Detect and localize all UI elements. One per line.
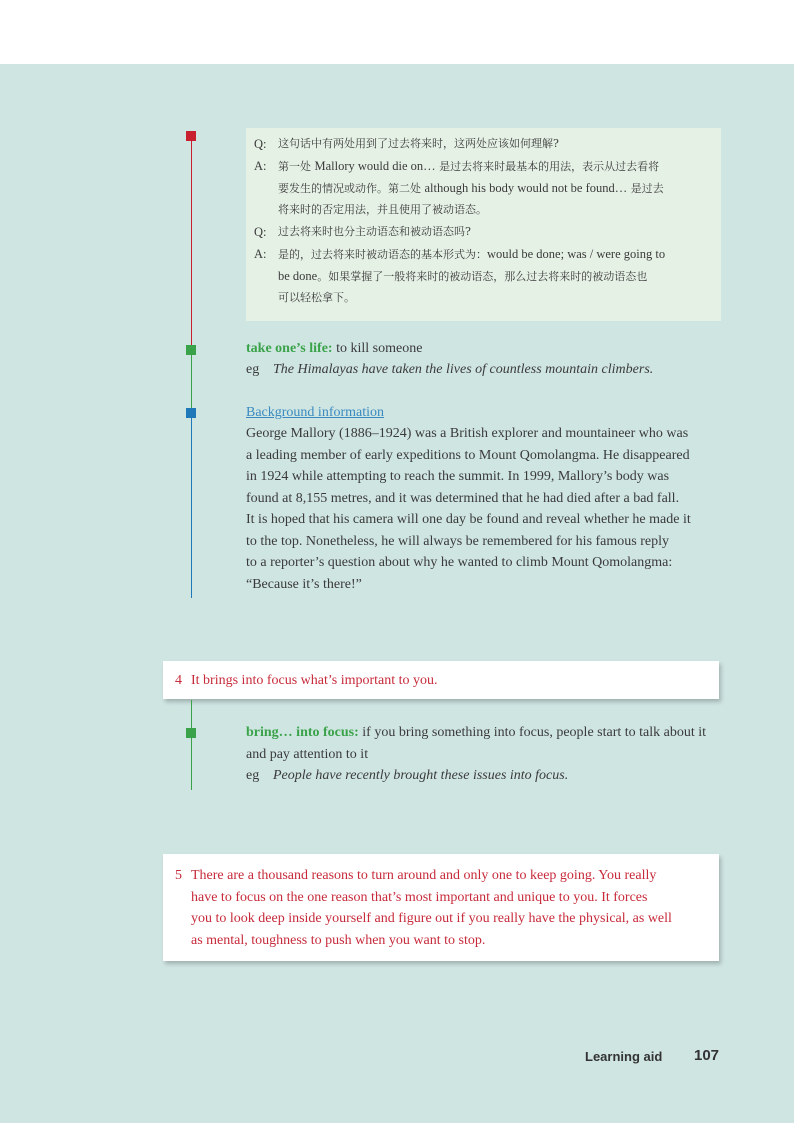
sentence-5-line: you to look deep inside yourself and figure out if you really have the physical, as well: [191, 911, 672, 926]
background-line: It is hoped that his camera will one day be found and reveal whether he made it: [246, 512, 691, 527]
green-square-marker-2: [186, 728, 196, 738]
sentence-4-box: [163, 661, 719, 699]
blue-square-marker: [186, 408, 196, 418]
red-square-marker: [186, 131, 196, 141]
vocab-take-ones-life: take one’s life: to kill someone: [246, 341, 423, 356]
green-square-marker: [186, 345, 196, 355]
footer-section-label: Learning aid: [585, 1049, 663, 1064]
background-line: to a reporter’s question about why he wanted to climb Mount Qomolangma:: [246, 555, 673, 570]
background-line: “Because it’s there!”: [246, 576, 362, 592]
sentence-5-box: [163, 854, 719, 961]
background-line: in 1924 while attempting to reach the summit. In 1999, Mallory’s body was: [246, 469, 670, 484]
page-number: 107: [694, 1047, 720, 1064]
background-info-title: Background information: [246, 405, 385, 420]
background-line: George Mallory (1886–1924) was a British explorer and mountaineer who was: [246, 426, 689, 441]
background-line: a leading member of early expeditions to Mount Qomolangma. He disappeared: [246, 447, 690, 463]
vocab-definition-line-2: and pay attention to it: [246, 747, 369, 762]
sentence-5-line: as mental, toughness to push when you want to stop.: [191, 932, 486, 948]
vocab-example-1: eg The Himalayas have taken the lives of countless mountain climbers.: [246, 362, 654, 377]
green-vertical-line: [191, 354, 193, 410]
vocab-bring-into-focus: bring… into focus: if you bring something into focus, people start to talk about it: [246, 725, 707, 740]
red-vertical-line: [191, 136, 193, 346]
sentence-4-text: It brings into focus what’s important to you.: [191, 673, 438, 688]
sentence-5-line: There are a thousand reasons to turn around and only one to keep going. You really: [191, 868, 657, 883]
background-line: to the top. Nonetheless, he will always be remembered for his famous reply: [246, 533, 669, 549]
sentence-5-line: have to focus on the one reason that’s most important and unique to you. It forces: [191, 889, 648, 905]
sentence-number-4: 4: [175, 673, 182, 688]
background-line: found at 8,155 metres, and it was determined that he had died after a bad fall.: [246, 490, 680, 506]
vocab-example-2: eg People have recently brought these issues into focus.: [246, 768, 569, 783]
green-vertical-line-2: [191, 700, 193, 790]
sentence-number-5: 5: [175, 868, 182, 883]
blue-vertical-line: [191, 416, 193, 598]
qa-box: Q: 这句话中有两处用到了过去将来时，这两处应该如何理解? A: 第一处 Mallory would die on… 是过去将来时最基本的用法，表示从过去看将 要发生的情况或动作。第二处 although his body would not be found… 是过去 将来时的否定用法，并且使用了被动语态。 Q: 过去将来时也分主动语态和被动语态吗? A: 是的，过去将来时被动语态的基本形式为：would be done; was / were going to be done。如果掌握了一般将来时的被动语态，那么过去将来时的被动语态也 可以轻松拿下。: [246, 128, 721, 321]
